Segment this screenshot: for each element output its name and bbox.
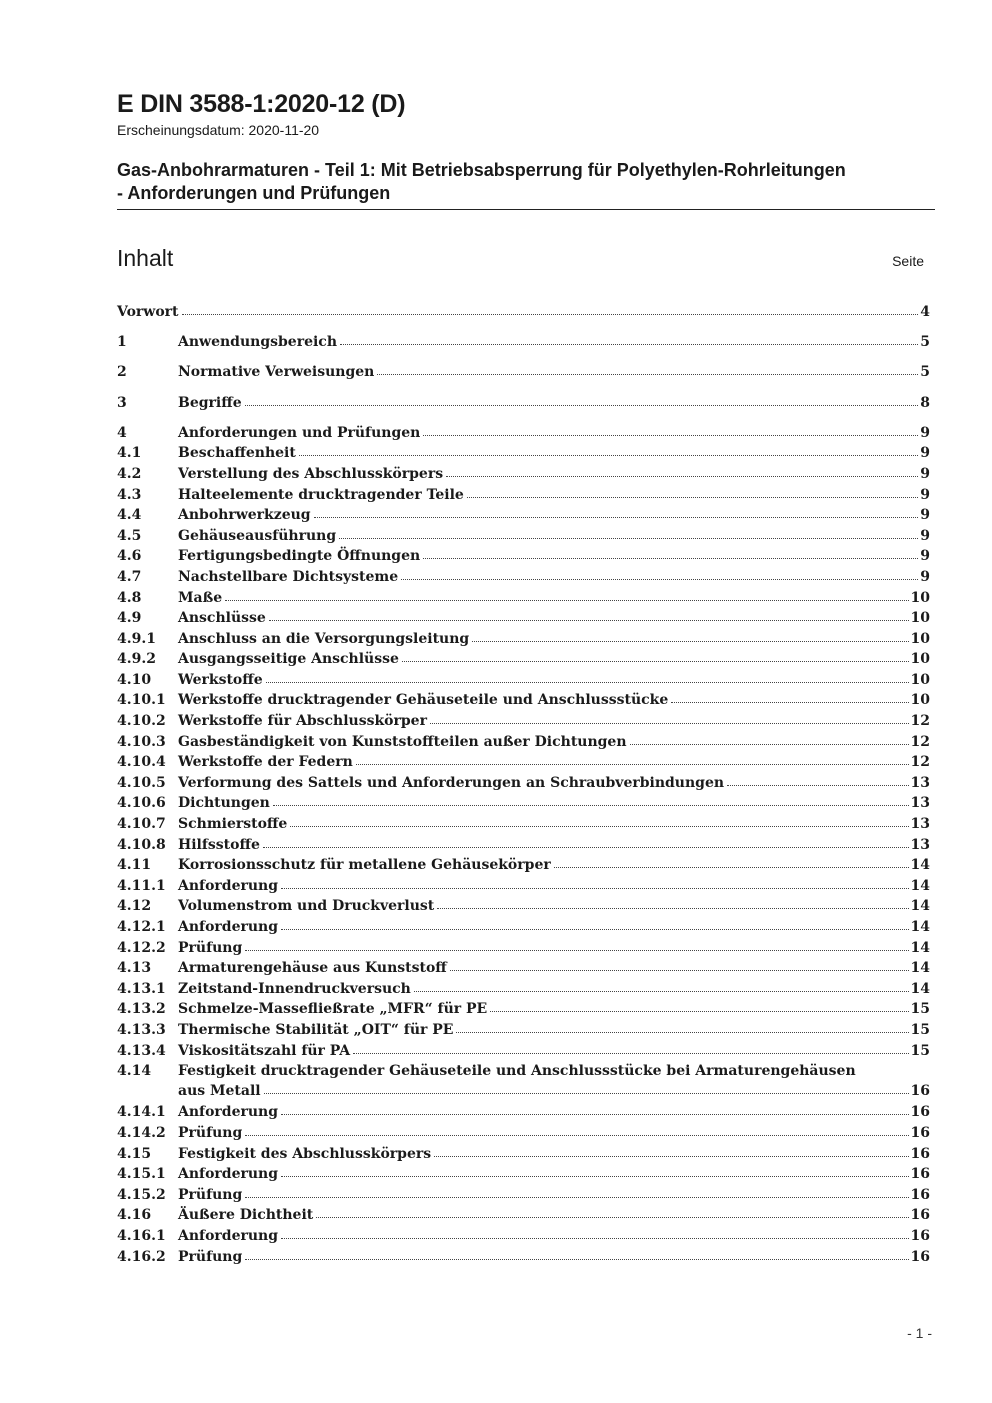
toc-entry-body: [178, 548, 930, 564]
toc-entry-number: 4.5: [117, 527, 142, 544]
toc-entry-number: 2: [117, 364, 127, 381]
toc-entry-body: [178, 878, 930, 894]
toc-entry-number: 4.10.7: [117, 816, 166, 833]
toc-dot-leader: [402, 661, 909, 662]
toc-entry-body: [178, 1043, 930, 1059]
document-title: [117, 159, 935, 210]
toc-dot-leader: [290, 826, 908, 827]
toc-dot-leader: [245, 405, 919, 406]
toc-dot-leader: [264, 1093, 909, 1094]
toc-entry-body: [178, 981, 930, 997]
toc-dot-leader: [340, 344, 918, 345]
toc-entry[interactable]: [117, 752, 930, 773]
toc-entry-title: Begriffe: [178, 394, 242, 411]
toc-entry-number: 4.14.1: [117, 1104, 166, 1121]
toc-entry[interactable]: [117, 958, 930, 979]
toc-entry-title: Normative Verweisungen: [178, 364, 375, 381]
toc-entry-body: [178, 487, 930, 503]
toc-entry-page: 9: [920, 507, 930, 524]
toc-entry-page: 9: [920, 548, 930, 565]
toc-entry[interactable]: [117, 1061, 930, 1102]
toc-entry-body: [178, 334, 930, 350]
toc-entry-number: 4.3: [117, 486, 142, 503]
toc-entry-title: Ausgangsseitige Anschlüsse: [178, 651, 399, 668]
publication-date: Erscheinungsdatum: 2020-11-20: [117, 122, 320, 138]
toc-entry[interactable]: [117, 464, 930, 485]
toc-entry[interactable]: [117, 526, 930, 547]
toc-entry-body: [178, 466, 930, 482]
toc-entry-number: 4.9.2: [117, 651, 156, 668]
toc-dot-leader: [269, 620, 909, 621]
toc-dot-leader: [225, 600, 908, 601]
toc-entry-body: [178, 754, 930, 770]
toc-entry[interactable]: [117, 690, 930, 711]
toc-entry-title: Halteelemente drucktragender Teile: [178, 486, 464, 503]
toc-entry-page: 10: [910, 651, 930, 668]
toc-entry-page: 16: [910, 1145, 930, 1162]
toc-entry-title: Gehäuseausführung: [178, 527, 337, 544]
toc-dot-leader: [377, 374, 918, 375]
toc-entry-page: 12: [910, 713, 930, 730]
toc-entry-body: [178, 1166, 930, 1182]
toc-entry-page: 14: [910, 960, 930, 977]
toc-dot-leader: [281, 1176, 909, 1177]
toc-entry-number: 4.14: [117, 1063, 152, 1080]
toc-entry[interactable]: [117, 567, 930, 588]
toc-dot-leader: [353, 1053, 908, 1054]
toc-entry[interactable]: [117, 505, 930, 526]
toc-entry-number: 4.10.5: [117, 774, 166, 791]
toc-dot-leader: [245, 1197, 908, 1198]
toc-entry[interactable]: [117, 793, 930, 814]
toc-entry-title: Dichtungen: [178, 795, 270, 812]
toc-entry-body: [178, 713, 930, 729]
toc-entry-title: Vorwort: [117, 304, 179, 320]
toc-entry[interactable]: [117, 1205, 930, 1226]
toc-entry-page: 5: [920, 334, 930, 351]
toc-entry-page: 9: [920, 527, 930, 544]
toc-entry-number: 4.13.4: [117, 1042, 166, 1059]
toc-entry-body: [178, 395, 930, 411]
toc-entry-body: [178, 692, 930, 708]
toc-dot-leader: [339, 538, 918, 539]
toc-entry-title: Beschaffenheit: [178, 445, 296, 462]
toc-entry-body: [178, 1207, 930, 1223]
toc-entry[interactable]: [117, 423, 930, 444]
toc-entry-page: 14: [910, 877, 930, 894]
toc-entry-title: Prüfung: [178, 1124, 243, 1141]
toc-entry-number: 4.6: [117, 548, 142, 565]
toc-entry-body: [178, 569, 930, 585]
toc-entry[interactable]: [117, 1185, 930, 1206]
toc-dot-leader: [266, 682, 909, 683]
toc-dot-leader: [434, 1156, 908, 1157]
toc-entry-page: 15: [910, 1021, 930, 1038]
toc-entry-number: 4.16.2: [117, 1248, 166, 1265]
toc-entry-body: [178, 795, 930, 811]
toc-entry-title: Festigkeit des Abschlusskörpers: [178, 1145, 432, 1162]
toc-entry-title: Hilfsstoffe: [178, 836, 260, 853]
toc-entry-title: Prüfung: [178, 1186, 243, 1203]
toc-entry-number: 4.1: [117, 445, 142, 462]
toc-dot-leader: [456, 1032, 908, 1033]
toc-entry-title: Viskositätszahl für PA: [178, 1042, 351, 1059]
toc-entry-title: Anforderung: [178, 1227, 278, 1244]
toc-dot-leader: [450, 970, 909, 971]
toc-entry-title-continuation: aus Metall: [178, 1083, 261, 1100]
toc-entry-page: 12: [910, 754, 930, 771]
document-title-line-2: - Anforderungen und Prüfungen: [117, 183, 391, 203]
toc-dot-leader: [727, 785, 908, 786]
toc-entry[interactable]: [117, 1123, 930, 1144]
toc-heading: Inhalt: [117, 245, 174, 271]
toc-entry-title: Anforderungen und Prüfungen: [178, 424, 421, 441]
toc-entry-page: 13: [910, 774, 930, 791]
toc-entry[interactable]: [117, 1164, 930, 1185]
toc-entry-page: 16: [910, 1248, 930, 1265]
toc-entry-body: [178, 364, 930, 380]
toc-entry[interactable]: [117, 649, 930, 670]
toc-entry-page: 10: [910, 692, 930, 709]
toc-dot-leader: [437, 908, 908, 909]
toc-entry[interactable]: [117, 546, 930, 567]
toc-entry-page: 16: [910, 1186, 930, 1203]
toc-dot-leader: [182, 314, 919, 315]
toc-dot-leader: [630, 744, 909, 745]
toc-entry-body: [178, 445, 930, 461]
toc-entry-title: Korrosionsschutz für metallene Gehäusekörper: [178, 857, 551, 874]
toc-entry-title: Prüfung: [178, 1248, 243, 1265]
toc-entry-page: 15: [910, 1042, 930, 1059]
toc-entry-body: [178, 816, 930, 832]
toc-entry-number: 4.10.4: [117, 754, 166, 771]
toc-entry-title: Anschluss an die Versorgungsleitung: [178, 630, 470, 647]
toc-entry-title: Werkstoffe drucktragender Gehäuseteile und Anschlussstücke: [178, 692, 669, 709]
toc-entry-title: Armaturengehäuse aus Kunststoff: [178, 960, 447, 977]
toc-entry-body: [178, 1228, 930, 1244]
toc-entry-number: 4.10.8: [117, 836, 166, 853]
toc-entry-body: [178, 672, 930, 688]
toc-entry-title: Schmierstoffe: [178, 816, 288, 833]
toc-dot-leader: [446, 476, 918, 477]
toc-entry-number: 4.4: [117, 507, 142, 524]
toc-entry-page: 13: [910, 795, 930, 812]
toc-entry[interactable]: [117, 1102, 930, 1123]
toc-entry-number: 4.14.2: [117, 1124, 166, 1141]
toc-entry-number: 4.9.1: [117, 630, 156, 647]
toc-entry[interactable]: [117, 732, 930, 753]
toc-entry-page: 16: [910, 1166, 930, 1183]
page-number: - 1 -: [907, 1325, 932, 1341]
toc-entry-body: [178, 1104, 930, 1120]
toc-entry-title: Werkstoffe für Abschlusskörper: [178, 713, 427, 730]
toc-entry[interactable]: [117, 608, 930, 629]
toc-entry[interactable]: [117, 1041, 930, 1062]
toc-dot-leader: [281, 929, 909, 930]
toc-entry-body: [178, 960, 930, 976]
toc-dot-leader: [671, 702, 908, 703]
toc-dot-leader: [281, 1238, 909, 1239]
toc-dot-leader: [314, 517, 919, 518]
toc-entry[interactable]: [117, 670, 930, 691]
toc-dot-leader: [273, 805, 909, 806]
toc-entry[interactable]: [117, 1247, 930, 1268]
toc-dot-leader: [401, 579, 918, 580]
toc-entry-page: 16: [910, 1124, 930, 1141]
toc-entry[interactable]: [117, 855, 930, 876]
toc-dot-leader: [467, 497, 918, 498]
toc-dot-leader: [281, 1114, 909, 1115]
toc-entry-title: Volumenstrom und Druckverlust: [178, 898, 435, 915]
toc-entry-page: 10: [910, 630, 930, 647]
toc-entry-body: [178, 857, 930, 873]
toc-entry-body: [178, 1001, 930, 1017]
toc-dot-leader: [245, 1259, 908, 1260]
toc-entry[interactable]: [117, 302, 930, 323]
toc-entry-body: [178, 775, 930, 791]
toc-entry-number: 4.16: [117, 1207, 152, 1224]
toc-entry-page: 9: [920, 486, 930, 503]
toc-entry-title: Thermische Stabilität „OIT“ für PE: [178, 1021, 454, 1038]
toc-entry-number: 4.11: [117, 857, 152, 874]
toc-entry-page: 13: [910, 836, 930, 853]
toc-entry[interactable]: [117, 979, 930, 1000]
toc-entry-page: 16: [910, 1104, 930, 1121]
toc-entry-body: [178, 837, 930, 853]
toc-entry-body: [178, 1187, 930, 1203]
toc-entry-title: Maße: [178, 589, 223, 606]
toc-entry-title: Werkstoffe der Federn: [178, 754, 353, 771]
toc-entry-body: [178, 528, 930, 544]
toc-entry[interactable]: [117, 443, 930, 464]
toc-entry-body: [178, 734, 930, 750]
toc-entry-page: 14: [910, 898, 930, 915]
toc-dot-leader: [245, 950, 908, 951]
toc-entry[interactable]: [117, 814, 930, 835]
toc-entry-body: [178, 1249, 930, 1265]
toc-entry-page: 15: [910, 1001, 930, 1018]
toc-entry[interactable]: [117, 711, 930, 732]
toc-entry-number: 4.10.1: [117, 692, 166, 709]
toc-entry-number: 4: [117, 424, 127, 441]
toc-entry-page: 14: [910, 980, 930, 997]
toc-entry-page: 16: [910, 1227, 930, 1244]
toc-entry-title: Anwendungsbereich: [178, 334, 337, 351]
toc-entry[interactable]: [117, 917, 930, 938]
toc-entry-number: 4.12.2: [117, 939, 166, 956]
toc-entry-number: 4.7: [117, 568, 142, 585]
toc-entry-body: [178, 919, 930, 935]
toc-entry-number: 4.13: [117, 960, 152, 977]
toc-dot-leader: [414, 991, 909, 992]
toc-entry-page: 10: [910, 671, 930, 688]
toc-entry-title: Anschlüsse: [178, 610, 266, 627]
toc-dot-leader: [554, 867, 909, 868]
toc-entry-number: 3: [117, 394, 127, 411]
toc-entry-page: 10: [910, 610, 930, 627]
toc-entry-body: [178, 651, 930, 667]
toc-dot-leader: [472, 641, 908, 642]
toc-entry[interactable]: [117, 332, 930, 353]
toc-entry-body: [178, 507, 930, 523]
toc-entry-number: 4.13.2: [117, 1001, 166, 1018]
toc-entry-title: Anforderung: [178, 1104, 278, 1121]
toc-entry-body: [178, 425, 930, 441]
toc-entry-number: 4.10.2: [117, 713, 166, 730]
toc-entry[interactable]: [117, 938, 930, 959]
toc-entry-page: 5: [920, 364, 930, 381]
toc-entry-title: Anforderung: [178, 919, 278, 935]
toc-entry-page: 9: [920, 445, 930, 462]
toc-entry-page: 13: [910, 816, 930, 833]
toc-entry-page: 9: [920, 465, 930, 482]
toc-entry-body: [178, 1125, 930, 1141]
document-id: E DIN 3588-1:2020-12 (D): [117, 90, 406, 118]
toc-page-column-label: Seite: [892, 253, 924, 269]
toc-entry-title: Anforderung: [178, 1166, 278, 1183]
toc-entry-title: Nachstellbare Dichtsysteme: [178, 568, 399, 585]
toc-entry-title: Anbohrwerkzeug: [178, 507, 311, 524]
toc-dot-leader: [316, 1217, 908, 1218]
toc-entry-number: 1: [117, 334, 127, 351]
toc-entry-page: 4: [920, 304, 930, 320]
toc-entry-number: 4.11.1: [117, 877, 166, 894]
toc-entry-title: Verformung des Sattels und Anforderungen an Schraubverbindungen: [178, 774, 725, 791]
toc-entry-page: 16: [910, 1083, 930, 1100]
toc-entry-page: 16: [910, 1207, 930, 1224]
toc-entry-body: [178, 590, 930, 606]
toc-entry[interactable]: [117, 835, 930, 856]
toc-entry[interactable]: [117, 485, 930, 506]
toc-entry-page: 10: [910, 589, 930, 606]
toc-entry-title: Werkstoffe: [178, 671, 263, 688]
toc-dot-leader: [423, 435, 918, 436]
document-title-line-1: Gas-Anbohrarmaturen - Teil 1: Mit Betriebsabsperrung für Polyethylen-Rohrleitungen: [117, 160, 846, 180]
toc-entry-number: 4.15: [117, 1145, 152, 1162]
toc-entry-number: 4.16.1: [117, 1227, 166, 1244]
toc-entry-title: Anforderung: [178, 877, 278, 894]
toc-entry-page: 8: [920, 394, 930, 411]
toc-entry-page: 9: [920, 568, 930, 585]
toc-dot-leader: [356, 764, 909, 765]
toc-entry[interactable]: [117, 1020, 930, 1041]
toc-entry-number: 4.15.1: [117, 1166, 166, 1183]
toc-entry-title: Gasbeständigkeit von Kunststoffteilen außer Dichtungen: [178, 733, 627, 750]
toc-entry-title: Fertigungsbedingte Öffnungen: [178, 548, 421, 565]
toc-dot-leader: [423, 558, 918, 559]
toc-entry[interactable]: [117, 896, 930, 917]
toc-entry[interactable]: [117, 362, 930, 383]
toc-entry[interactable]: [117, 393, 930, 414]
toc-entry-body: [178, 610, 930, 626]
table-of-contents: [117, 302, 930, 1267]
toc-dot-leader: [299, 455, 918, 456]
toc-entry[interactable]: [117, 629, 930, 650]
toc-dot-leader: [263, 847, 909, 848]
toc-entry-number: 4.2: [117, 465, 142, 482]
toc-entry-title: Zeitstand-Innendruckversuch: [178, 980, 411, 997]
toc-entry-title: Äußere Dichtheit: [178, 1207, 314, 1224]
toc-entry-number: 4.15.2: [117, 1186, 166, 1203]
toc-entry-number: 4.12.1: [117, 919, 166, 935]
toc-entry[interactable]: [117, 1144, 930, 1165]
toc-entry-body: [178, 898, 930, 914]
toc-entry-body: [178, 1022, 930, 1038]
toc-entry-number: 4.12: [117, 898, 152, 915]
toc-entry[interactable]: [117, 1226, 930, 1247]
toc-entry-number: 4.13.3: [117, 1021, 166, 1038]
toc-entry[interactable]: [117, 773, 930, 794]
toc-entry-number: 4.8: [117, 589, 142, 606]
toc-entry-title: Verstellung des Abschlusskörpers: [178, 465, 444, 482]
toc-entry[interactable]: [117, 588, 930, 609]
toc-entry-page: 14: [910, 919, 930, 935]
toc-dot-leader: [245, 1135, 908, 1136]
toc-entry-page: 9: [920, 424, 930, 441]
toc-entry-title: Schmelze-Massefließrate „MFR“ für PE: [178, 1001, 488, 1018]
toc-entry-title: Festigkeit drucktragender Gehäuseteile und Anschlussstücke bei Armaturengehäusen: [178, 1063, 856, 1080]
toc-entry-title: Prüfung: [178, 939, 243, 956]
toc-entry[interactable]: [117, 876, 930, 897]
toc-entry-number: 4.10.3: [117, 733, 166, 750]
toc-entry-body: [178, 1146, 930, 1162]
toc-entry-number: 4.10: [117, 671, 152, 688]
toc-entry-body: [178, 1063, 930, 1099]
toc-entry-number: 4.9: [117, 610, 142, 627]
toc-entry-body: [178, 631, 930, 647]
toc-entry-number: 4.13.1: [117, 980, 166, 997]
toc-entry-page: 14: [910, 857, 930, 874]
toc-dot-leader: [490, 1011, 908, 1012]
toc-entry-page: 12: [910, 733, 930, 750]
toc-entry-body: [178, 940, 930, 956]
toc-entry-body: [117, 304, 930, 320]
toc-entry-page: 14: [910, 939, 930, 956]
toc-dot-leader: [430, 723, 909, 724]
toc-entry-number: 4.10.6: [117, 795, 166, 812]
toc-entry[interactable]: [117, 999, 930, 1020]
toc-dot-leader: [281, 888, 909, 889]
